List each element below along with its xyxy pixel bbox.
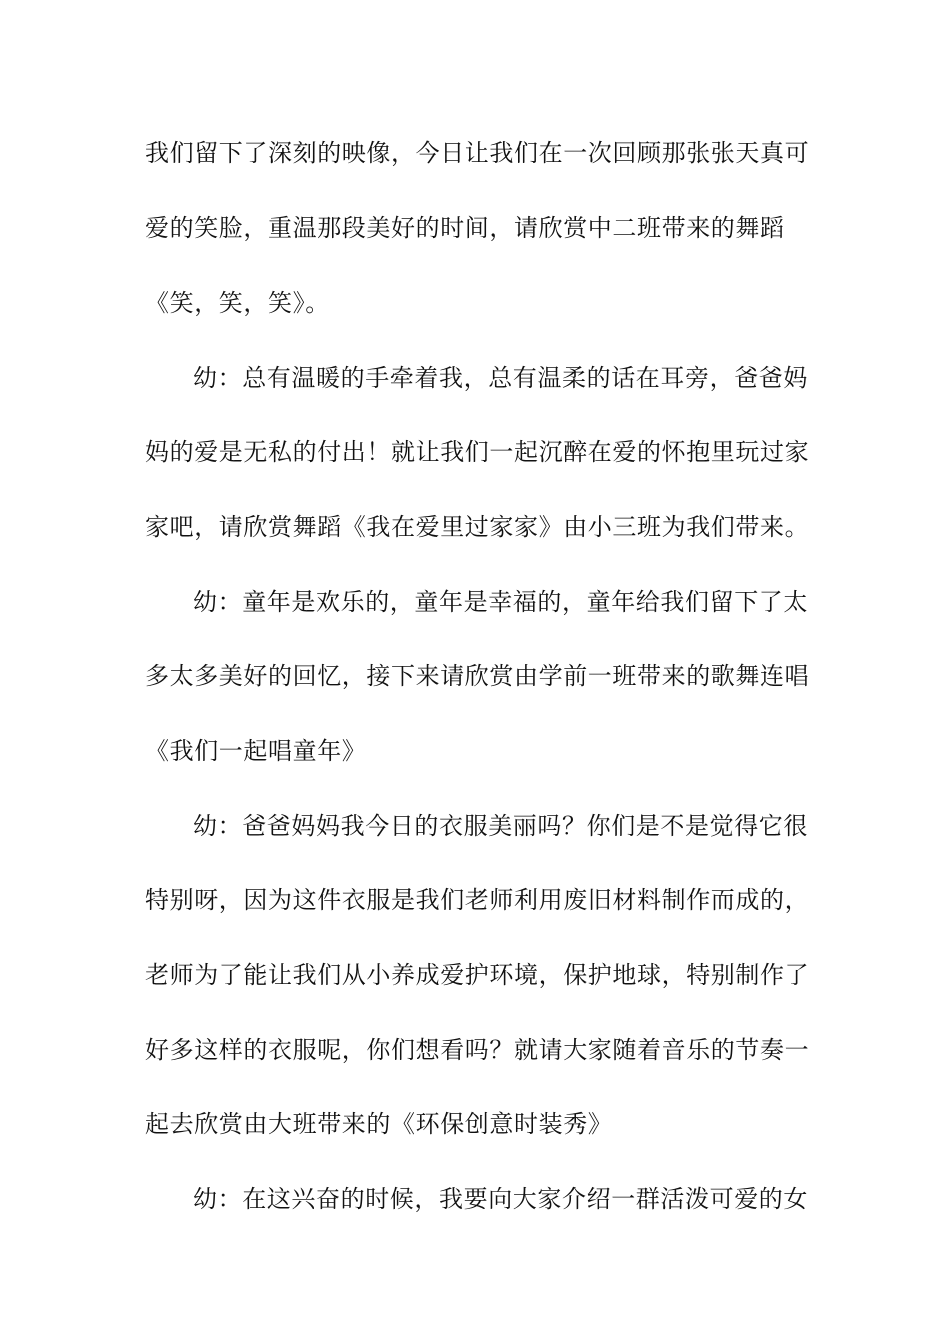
paragraph-start-line: 幼：爸爸妈妈我今日的衣服美丽吗？你们是不是觉得它很: [193, 812, 808, 840]
paragraph-start-line: 幼：在这兴奋的时候，我要向大家介绍一群活泼可爱的女: [193, 1185, 808, 1213]
text-line: 《笑，笑，笑》。: [145, 289, 330, 317]
text-line: 我们留下了深刻的映像，今日让我们在一次回顾那张张天真可: [145, 139, 810, 167]
text-line: 特别呀，因为这件衣服是我们老师利用废旧材料制作而成的，: [145, 886, 810, 914]
paragraph-start-line: 幼：童年是欢乐的，童年是幸福的，童年给我们留下了太: [193, 588, 808, 616]
text-line: 爱的笑脸，重温那段美好的时间，请欣赏中二班带来的舞蹈: [145, 214, 785, 242]
paragraph-start-line: 幼：总有温暖的手牵着我，总有温柔的话在耳旁，爸爸妈: [193, 364, 808, 392]
text-line: 家吧，请欣赏舞蹈《我在爱里过家家》由小三班为我们带来。: [145, 513, 810, 541]
text-line: 妈的爱是无私的付出！就让我们一起沉醉在爱的怀抱里玩过家: [145, 438, 810, 466]
text-line: 老师为了能让我们从小养成爱护环境，保护地球，特别制作了: [145, 961, 810, 989]
text-line: 《我们一起唱童年》: [145, 737, 367, 765]
text-line: 多太多美好的回忆，接下来请欣赏由学前一班带来的歌舞连唱: [145, 662, 810, 690]
text-line: 起去欣赏由大班带来的《环保创意时装秀》: [145, 1110, 613, 1138]
text-line: 好多这样的衣服呢，你们想看吗？就请大家随着音乐的节奏一: [145, 1036, 810, 1064]
